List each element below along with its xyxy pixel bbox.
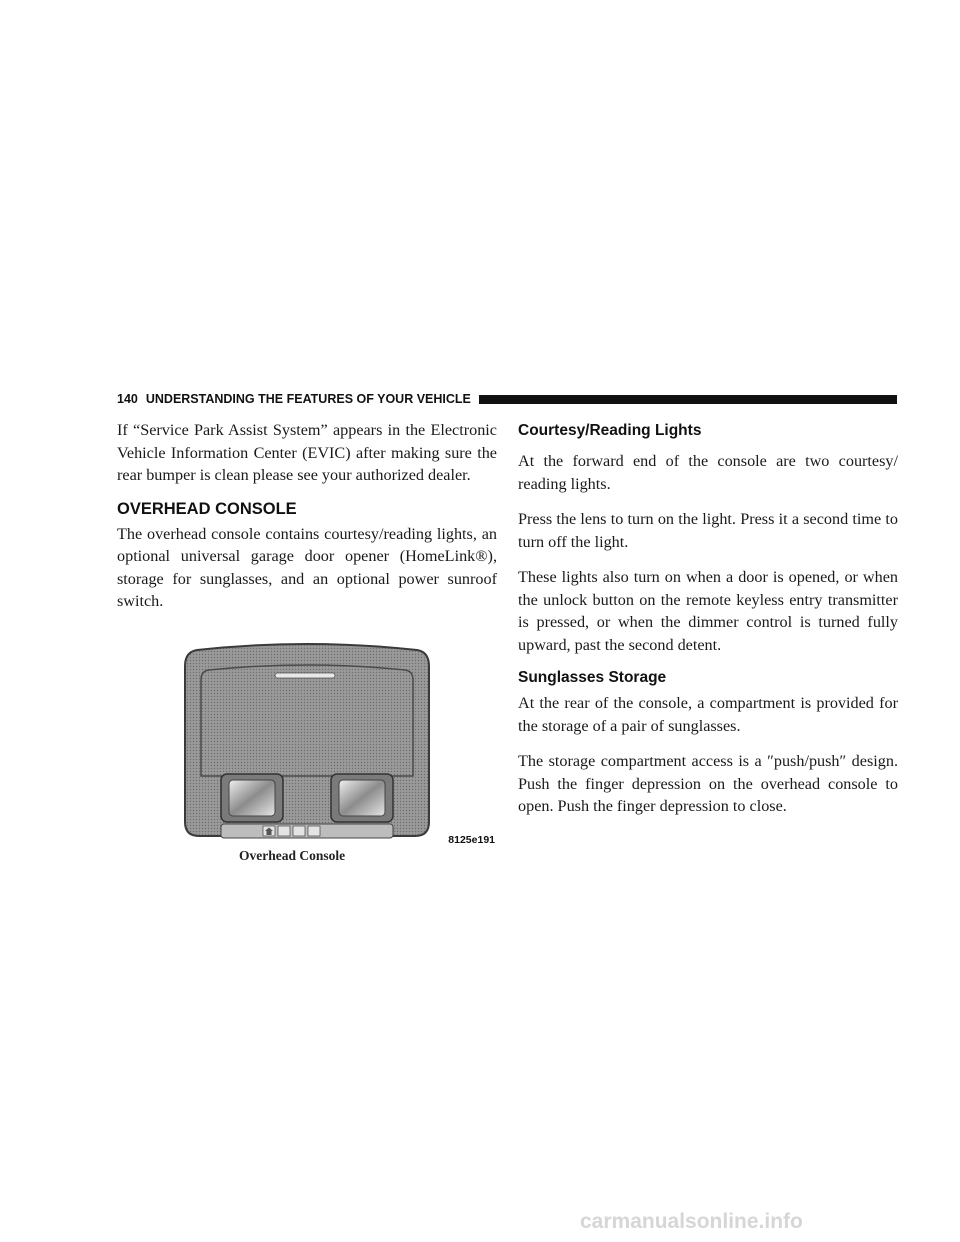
left-column <box>117 419 497 864</box>
page-header <box>117 390 897 408</box>
page-number: 140 <box>117 392 138 406</box>
courtesy-lights-paragraph-2: Press the lens to turn on the light. Press it a second time to turn off the light. <box>518 510 898 551</box>
overhead-console-paragraph: The overhead console contains courtesy/reading lights, an optional universal garage door opener (HomeLink®), storage for sunglasses, and an optional power sunroof switch. <box>117 524 497 610</box>
section-title: UNDERSTANDING THE FEATURES OF YOUR VEHICLE <box>145 392 471 406</box>
overhead-console-heading: OVERHEAD CONSOLE <box>117 499 297 518</box>
header-rule <box>479 395 897 404</box>
right-column <box>518 419 898 831</box>
park-assist-paragraph: If “Service Park Assist System” appears in the Electronic Vehicle Information Center (EVIC) after making sure the rear bumper is clean please see your authorized dealer. <box>117 421 497 484</box>
sunglasses-storage-paragraph-2: The storage compartment access is a ″push/push″ design. Push the finger depression on the overhead console to open. Push the finger depression to close. <box>518 752 898 815</box>
courtesy-lights-heading: Courtesy/Reading Lights <box>518 422 702 439</box>
overhead-console-illustration <box>117 626 497 864</box>
sunglasses-storage-heading: Sunglasses Storage <box>518 669 667 686</box>
watermark: carmanualsonline.info <box>580 1210 803 1233</box>
figure-code: 8125e191 <box>448 833 495 846</box>
courtesy-lights-paragraph-1: At the forward end of the console are two courtesy/ reading lights. <box>518 452 898 493</box>
figure-caption: Overhead Console <box>239 847 346 863</box>
sunglasses-storage-paragraph-1: At the rear of the console, a compartment is provided for the storage of a pair of sunglasses. <box>518 694 898 735</box>
courtesy-lights-paragraph-3: These lights also turn on when a door is opened, or when the unlock button on the remote keyless entry transmitter is pressed, or when the dimmer control is turned fully upward, past the second detent. <box>518 568 898 654</box>
overhead-console-figure <box>117 626 497 864</box>
